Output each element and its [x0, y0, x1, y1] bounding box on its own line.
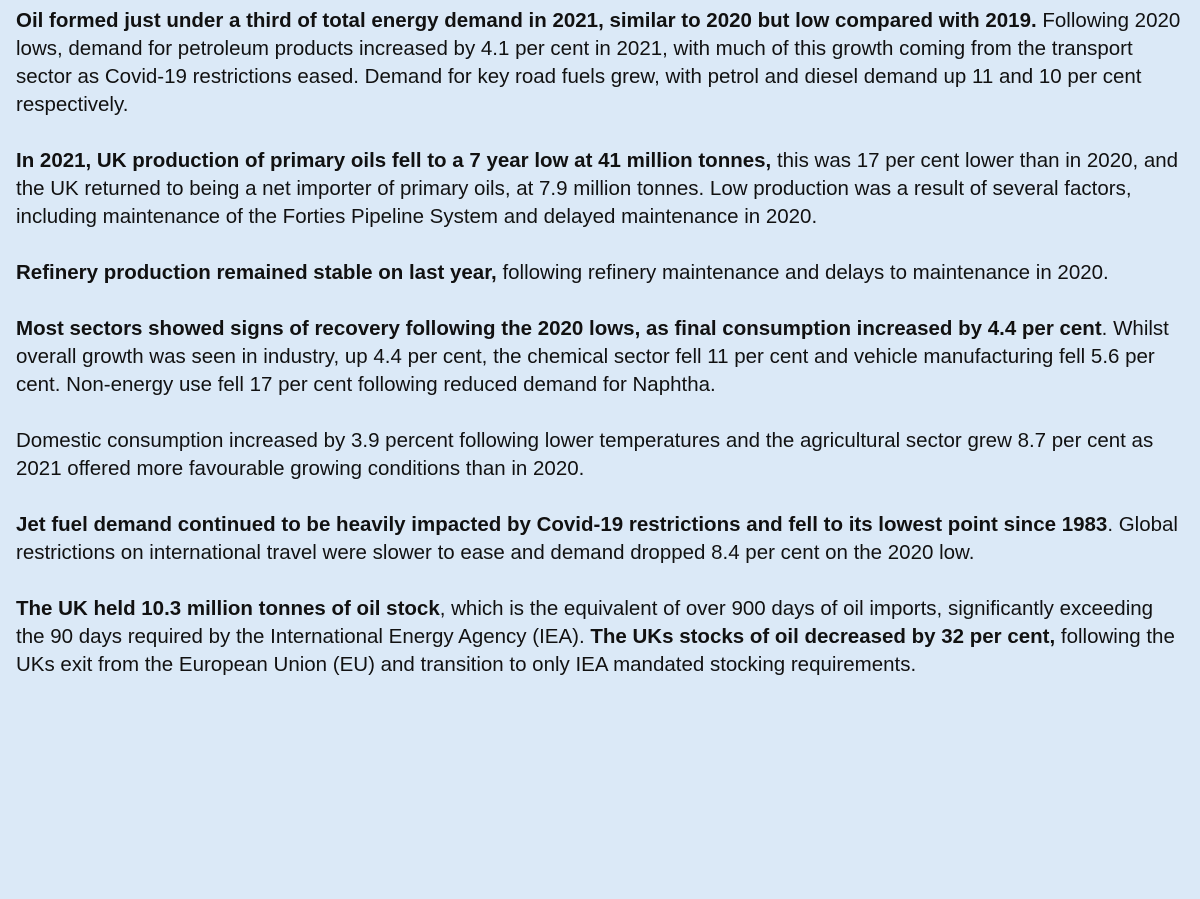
paragraph-refinery: [16, 259, 1184, 287]
paragraph-stocks: [16, 595, 1184, 679]
paragraph-lead-secondary: The UKs stocks of oil decreased by 32 per cent,: [590, 625, 1056, 648]
paragraph-lead: Refinery production remained stable on last year,: [16, 261, 497, 284]
paragraph-lead: Oil formed just under a third of total energy demand in 2021, similar to 2020 but low compared with 2019.: [16, 9, 1037, 32]
paragraph-lead: The UK held 10.3 million tonnes of oil stock: [16, 597, 440, 620]
paragraph-body: , which is the equivalent of over 900 days of oil imports, significantly exceeding the 90 days required by the International Energy Agency (IEA).: [16, 597, 1154, 648]
paragraph-body: . Global restrictions on international travel were slower to ease and demand dropped 8.4 per cent on the 2020 low.: [16, 513, 1178, 564]
paragraph-domestic: [16, 427, 1184, 483]
paragraph-body: Following 2020 lows, demand for petroleum products increased by 4.1 per cent in 2021, with much of this growth coming from the transport sector as Covid-19 restrictions eased. Demand for key road fuels grew, with petrol and diesel demand up 11 and 10 per cent respectively.: [16, 9, 1181, 116]
paragraph-lead: In 2021, UK production of primary oils fell to a 7 year low at 41 million tonnes,: [16, 149, 772, 172]
paragraph-oil-demand: [16, 7, 1184, 119]
paragraph-body: Domestic consumption increased by 3.9 percent following lower temperatures and the agricultural sector grew 8.7 per cent as 2021 offered more favourable growing conditions than in 2020.: [16, 429, 1154, 480]
paragraph-body: following refinery maintenance and delays to maintenance in 2020.: [496, 261, 1109, 284]
paragraph-lead: Most sectors showed signs of recovery following the 2020 lows, as final consumption increased by 4.4 per cent: [16, 317, 1102, 340]
paragraph-production: [16, 147, 1184, 231]
paragraph-jet-fuel: [16, 511, 1184, 567]
paragraph-lead: Jet fuel demand continued to be heavily impacted by Covid-19 restrictions and fell to its lowest point since 1983: [16, 513, 1108, 536]
paragraph-sectors: [16, 315, 1184, 399]
paragraph-body: . Whilst overall growth was seen in industry, up 4.4 per cent, the chemical sector fell 11 per cent and vehicle manufacturing fell 5.6 per cent. Non-energy use fell 17 per cent following reduced demand for Naphtha.: [16, 317, 1169, 396]
paragraph-body-secondary: following the UKs exit from the European Union (EU) and transition to only IEA mandated stocking requirements.: [16, 625, 1175, 676]
paragraph-body: this was 17 per cent lower than in 2020, and the UK returned to being a net importer of primary oils, at 7.9 million tonnes. Low production was a result of several factors, including maintenance of the Forties Pipeline System and delayed maintenance in 2020.: [16, 149, 1179, 228]
